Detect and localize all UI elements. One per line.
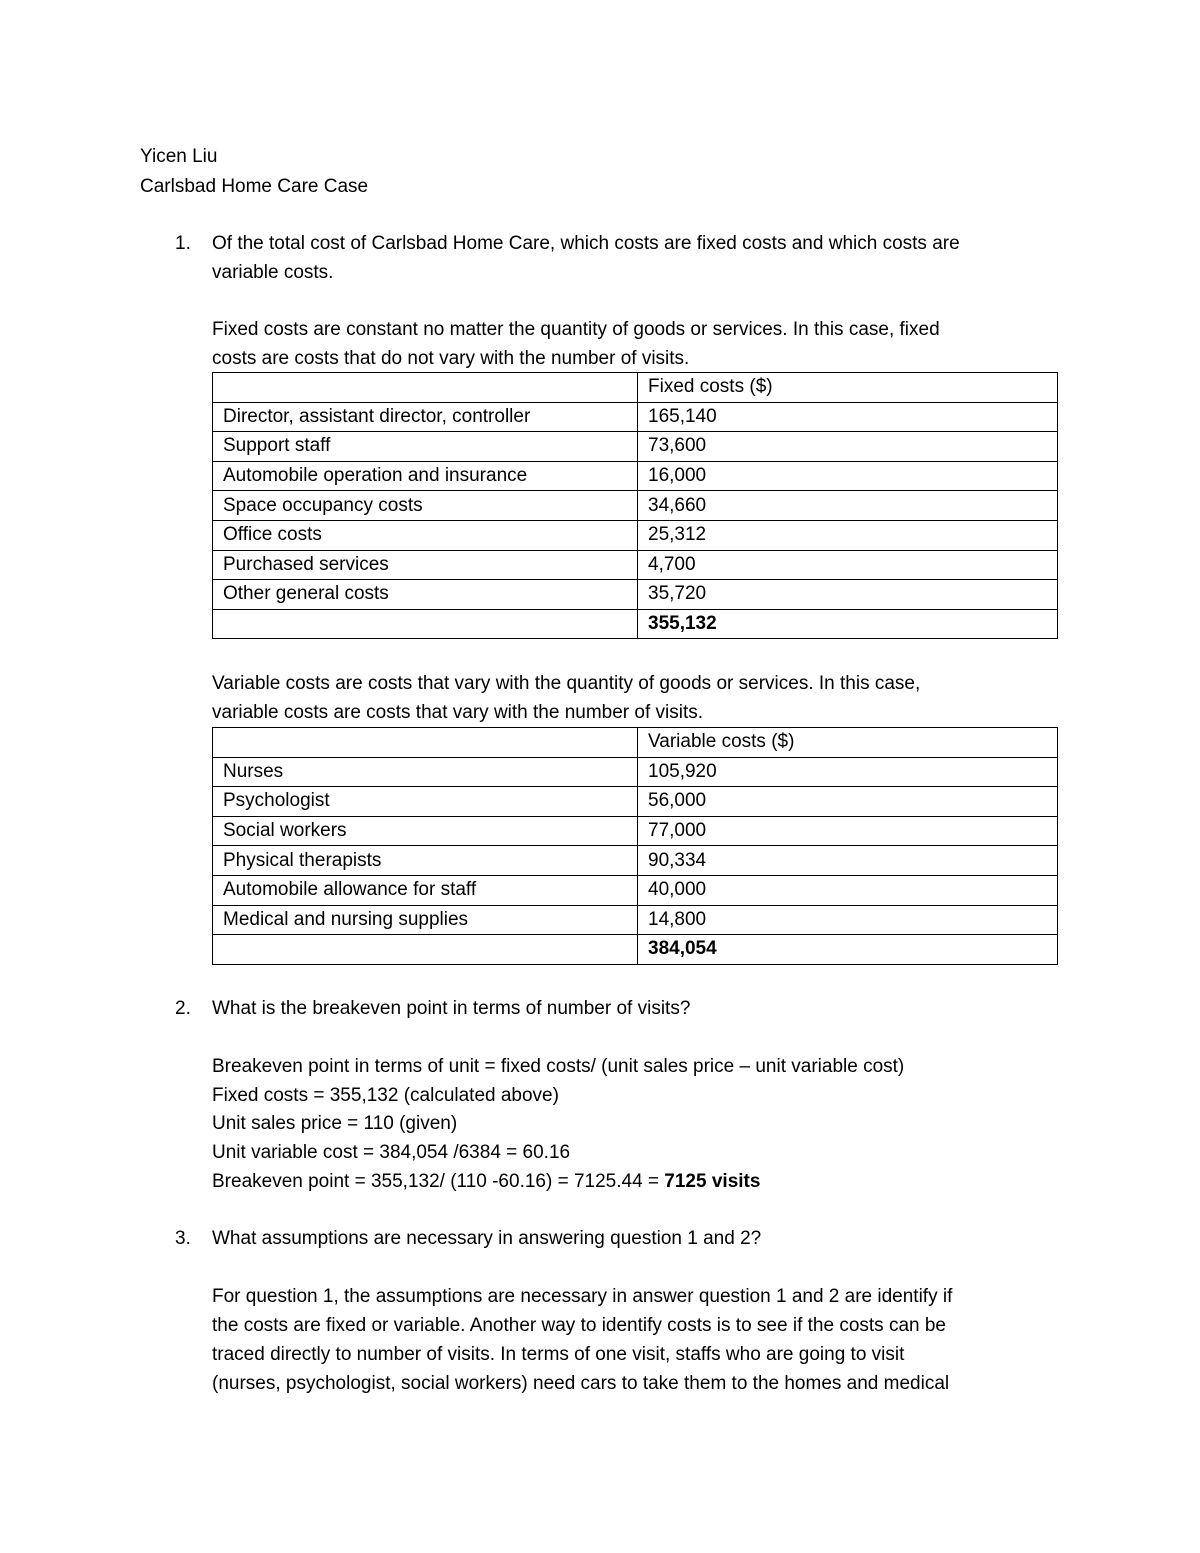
- row-value: 34,660: [638, 491, 1058, 521]
- table-header-value: Fixed costs ($): [638, 373, 1058, 403]
- row-label: Support staff: [213, 432, 638, 462]
- variable-costs-intro-line-2: variable costs are costs that vary with the number of visits.: [212, 702, 704, 723]
- table-row: [213, 550, 1058, 580]
- question-3-answer-line-4: (nurses, psychologist, social workers) need cars to take them to the homes and medical: [212, 1373, 950, 1394]
- unit-variable-cost: Unit variable cost = 384,054 /6384 = 60.16: [212, 1142, 571, 1163]
- table-row: [213, 461, 1058, 491]
- variable-costs-table: [212, 727, 1058, 965]
- question-3-text: What assumptions are necessary in answering question 1 and 2?: [212, 1228, 762, 1249]
- table-total-row: [213, 609, 1058, 639]
- total-value: 355,132: [638, 609, 1058, 639]
- row-value: 90,334: [638, 846, 1058, 876]
- row-label: Space occupancy costs: [213, 491, 638, 521]
- table-row: [213, 491, 1058, 521]
- breakeven-formula: Breakeven point in terms of unit = fixed costs/ (unit sales price – unit variable cost): [212, 1056, 905, 1077]
- table-row: [213, 816, 1058, 846]
- table-row: [213, 787, 1058, 817]
- row-label: Social workers: [213, 816, 638, 846]
- total-label: [213, 935, 638, 965]
- question-1-number: 1.: [175, 233, 191, 254]
- fixed-costs-table: [212, 372, 1058, 639]
- question-1-line-1: Of the total cost of Carlsbad Home Care, which costs are fixed costs and which costs are: [212, 233, 960, 254]
- row-value: 16,000: [638, 461, 1058, 491]
- row-label: Purchased services: [213, 550, 638, 580]
- breakeven-point-line: [212, 1167, 760, 1196]
- table-header-value: Variable costs ($): [638, 728, 1058, 758]
- table-row: [213, 580, 1058, 610]
- fixed-costs-intro-line-2: costs are costs that do not vary with the number of visits.: [212, 348, 690, 369]
- row-label: Nurses: [213, 757, 638, 787]
- row-value: 165,140: [638, 402, 1058, 432]
- table-header-label: [213, 373, 638, 403]
- table-row: [213, 905, 1058, 935]
- row-label: Office costs: [213, 520, 638, 550]
- row-value: 77,000: [638, 816, 1058, 846]
- row-value: 35,720: [638, 580, 1058, 610]
- table-header-row: [213, 728, 1058, 758]
- breakeven-calculation: Breakeven point = 355,132/ (110 -60.16) = 7125.44 =: [212, 1171, 665, 1192]
- breakeven-result: 7125 visits: [664, 1171, 761, 1192]
- row-value: 14,800: [638, 905, 1058, 935]
- row-label: Other general costs: [213, 580, 638, 610]
- fixed-costs-value: Fixed costs = 355,132 (calculated above): [212, 1085, 559, 1106]
- row-label: Director, assistant director, controller: [213, 402, 638, 432]
- row-value: 4,700: [638, 550, 1058, 580]
- row-value: 73,600: [638, 432, 1058, 462]
- table-row: [213, 875, 1058, 905]
- table-row: [213, 846, 1058, 876]
- fixed-costs-intro-line-1: Fixed costs are constant no matter the quantity of goods or services. In this case, fixed: [212, 319, 940, 340]
- question-1-line-2: variable costs.: [212, 262, 334, 283]
- table-row: [213, 520, 1058, 550]
- total-value: 384,054: [638, 935, 1058, 965]
- variable-costs-intro-line-1: Variable costs are costs that vary with the quantity of goods or services. In this case,: [212, 673, 921, 694]
- row-value: 40,000: [638, 875, 1058, 905]
- question-3-answer-line-2: the costs are fixed or variable. Another way to identify costs is to see if the costs can be: [212, 1315, 946, 1336]
- question-2-text: What is the breakeven point in terms of number of visits?: [212, 998, 691, 1019]
- row-label: Physical therapists: [213, 846, 638, 876]
- row-label: Automobile operation and insurance: [213, 461, 638, 491]
- question-3-number: 3.: [175, 1228, 191, 1249]
- table-header-label: [213, 728, 638, 758]
- question-3-answer-line-1: For question 1, the assumptions are necessary in answer question 1 and 2 are identify if: [212, 1286, 953, 1307]
- row-label: Automobile allowance for staff: [213, 875, 638, 905]
- table-row: [213, 432, 1058, 462]
- question-2-number: 2.: [175, 998, 191, 1019]
- total-label: [213, 609, 638, 639]
- table-total-row: [213, 935, 1058, 965]
- table-row: [213, 402, 1058, 432]
- unit-sales-price: Unit sales price = 110 (given): [212, 1113, 458, 1134]
- author-name: Yicen Liu: [140, 146, 218, 167]
- table-header-row: [213, 373, 1058, 403]
- document-title: Carlsbad Home Care Case: [140, 176, 369, 197]
- row-value: 25,312: [638, 520, 1058, 550]
- row-label: Medical and nursing supplies: [213, 905, 638, 935]
- row-value: 105,920: [638, 757, 1058, 787]
- question-3-answer-line-3: traced directly to number of visits. In terms of one visit, staffs who are going to visit: [212, 1344, 905, 1365]
- row-label: Psychologist: [213, 787, 638, 817]
- row-value: 56,000: [638, 787, 1058, 817]
- table-row: [213, 757, 1058, 787]
